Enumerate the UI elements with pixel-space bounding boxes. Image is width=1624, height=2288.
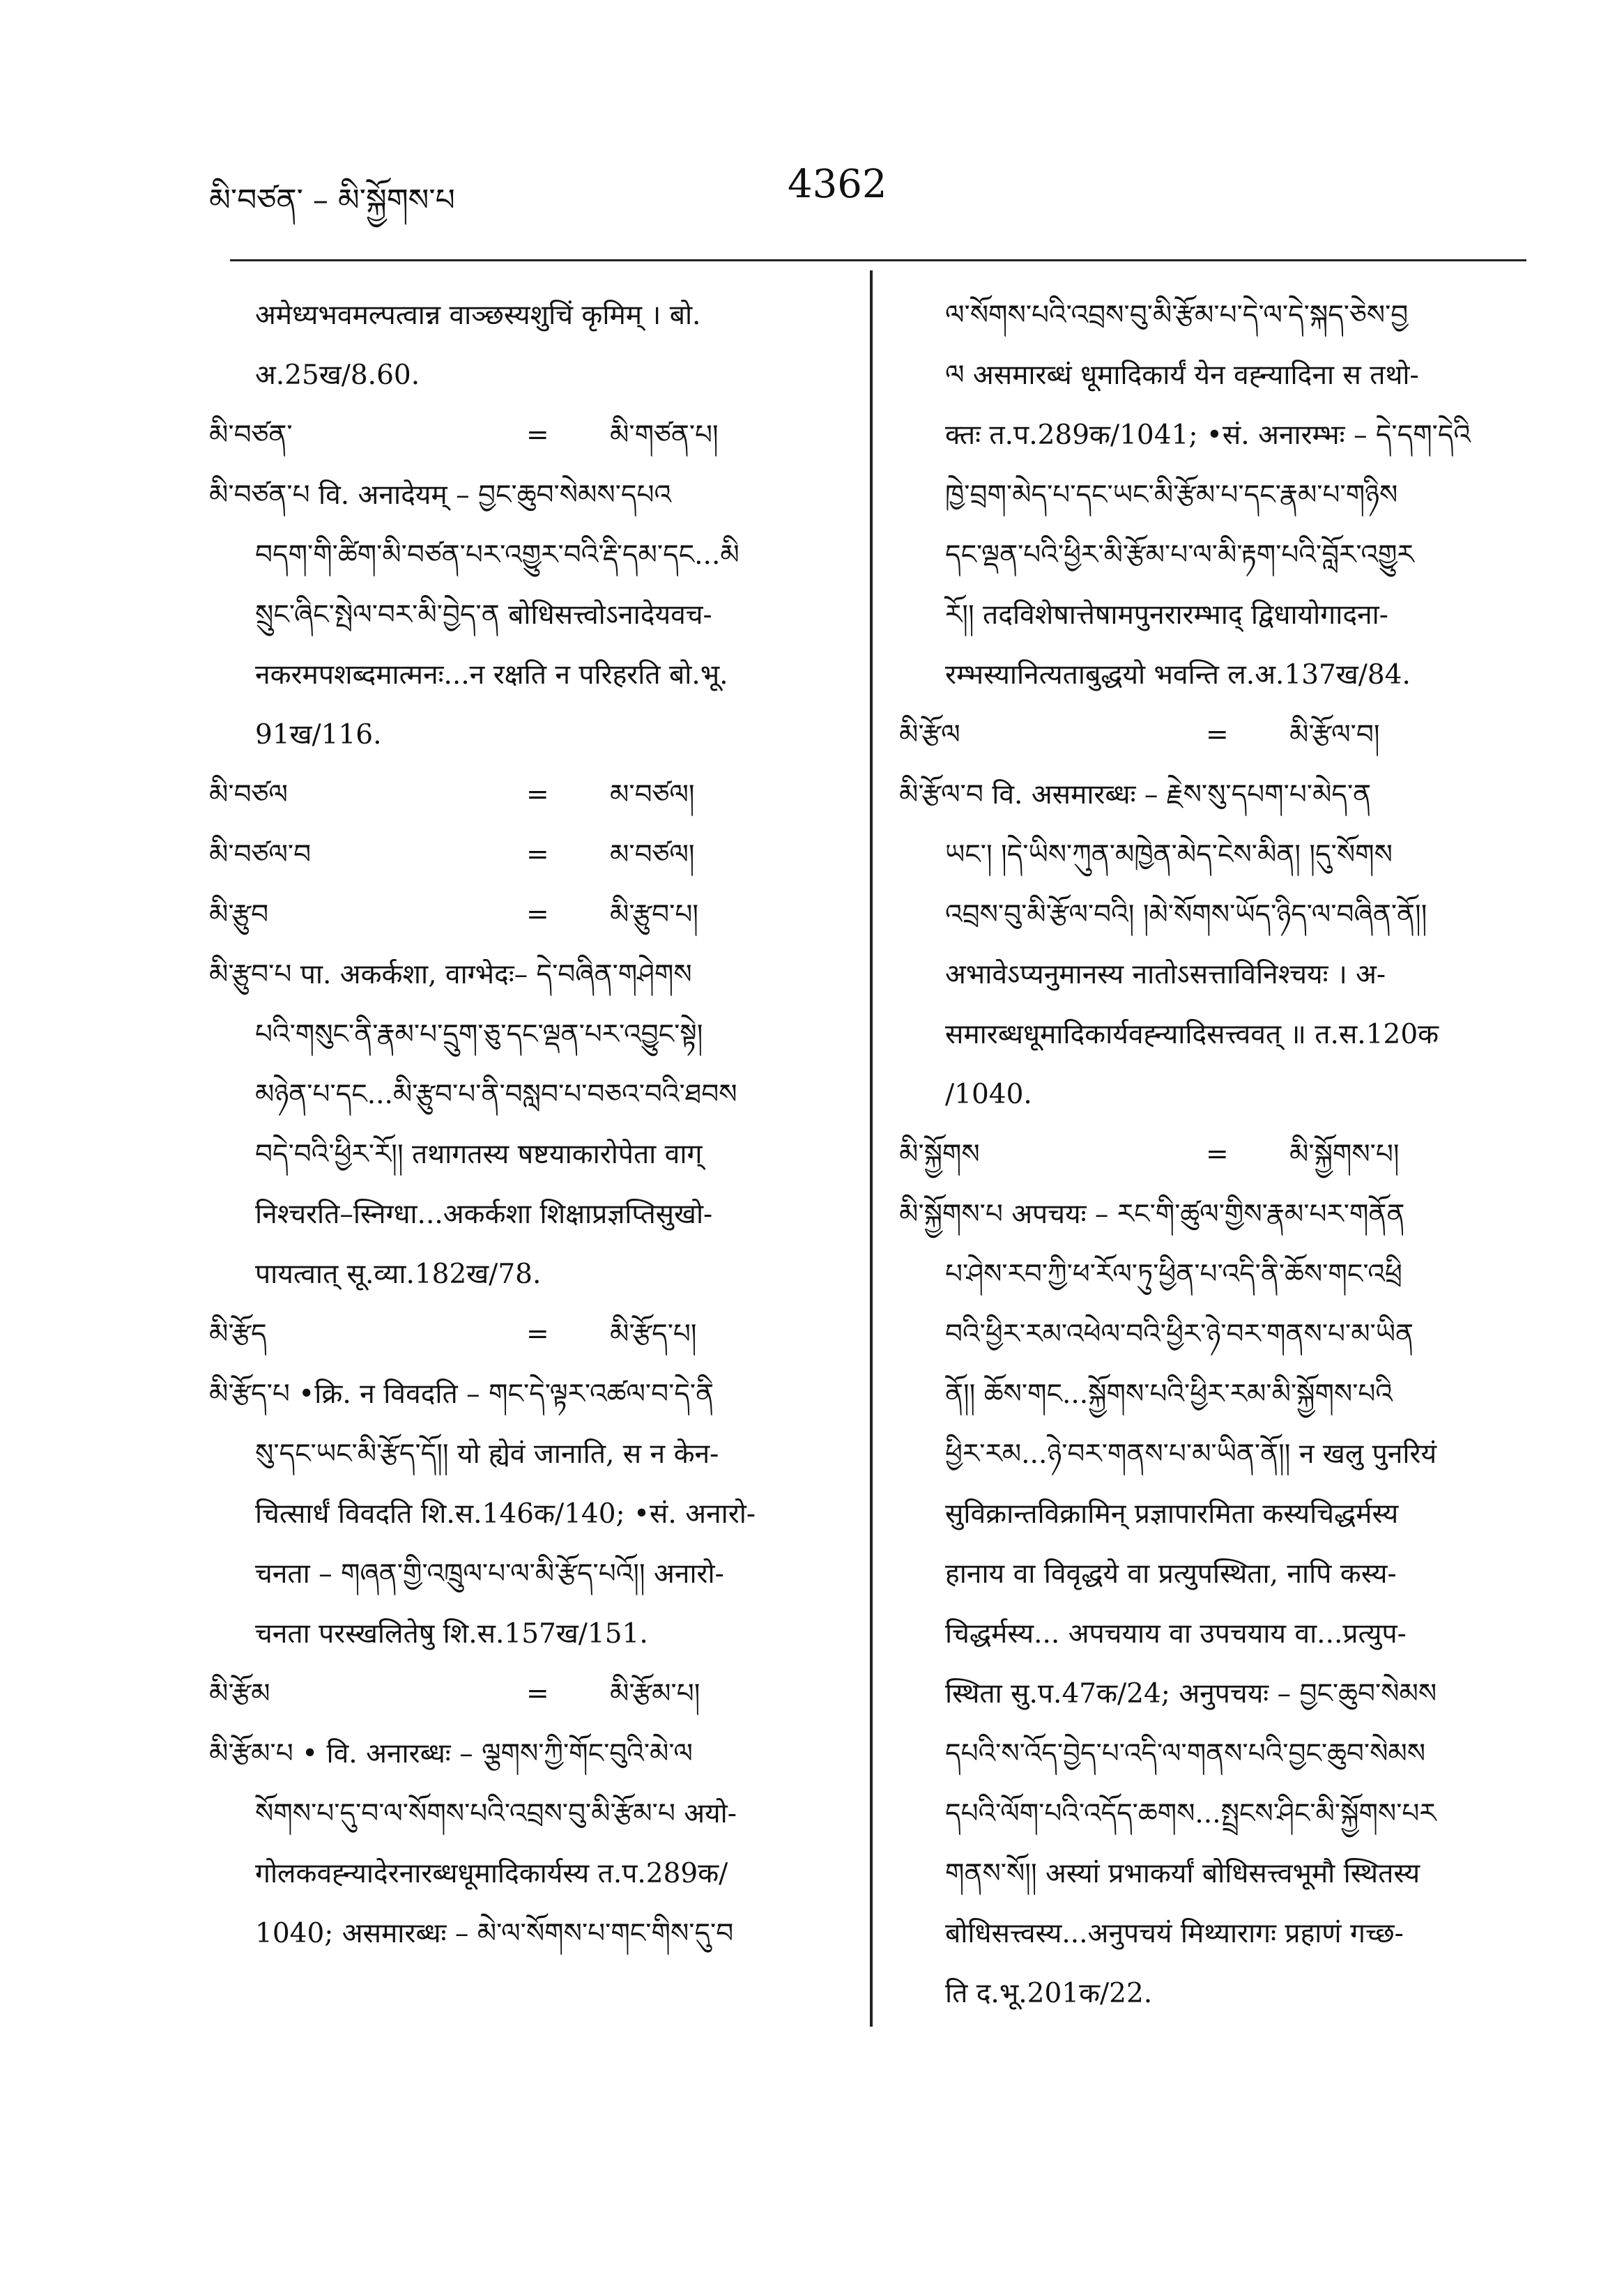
entry-continuation-line: गोलकवह्न्यादेरनारब्धधूमादिकार्यस्य त.प.289क/: [255, 1858, 728, 1889]
entry-continuation-line: क्तः त.प.289क/1041; •सं. अनारम्भः – དེ་དག་དེའི: [945, 420, 1471, 451]
entry-continuation-line: ལ་སོགས་པའི་འབྲས་བུ་མི་རྩོམ་པ་དེ་ལ་དེ་སྐད་ཅེས་བྱ: [945, 300, 1409, 331]
entry-continuation-line: ཕྱིར་རམ...ཉེ་བར་གནས་པ་མ་ཡིན་ནོ།། न खलु पुनरियं: [945, 1438, 1437, 1470]
entry-continuation-line: सुविक्रान्तविक्रामिन् प्रज्ञापारमिता कस्यचिद्धर्मस्य: [945, 1498, 1399, 1530]
cross-reference-entry: [209, 885, 843, 945]
entry-continuation-line: པ་ཤེས་རབ་ཀྱི་ཕ་རོལ་ཏུ་ཕྱིན་པ་འདི་ནི་ཆོས་གང་འཕྲི: [945, 1259, 1402, 1290]
entry-continuation-line: ཁྱེ་བྲག་མེད་པ་དང་ཡང་མི་རྩོམ་པ་དང་རྣམ་པ་གཉིས: [945, 479, 1398, 511]
xref-target: མ་བཙལ།: [610, 779, 695, 811]
cross-reference-entry: [209, 406, 843, 466]
entry-continuation-line: ཡང་། །དེ་ཡིས་ཀུན་མཁྱེན་མེད་ངེས་མིན། །དུ་སོགས: [945, 839, 1393, 870]
cross-reference-entry: [209, 1305, 843, 1365]
xref-headword: མི་སྐྱོགས: [899, 1139, 980, 1170]
entry-continuation-line: མཉེན་པ་དང...མི་རྩུབ་པ་ནི་བསླབ་པ་བཅའ་བའི་ཐབས: [255, 1079, 737, 1110]
entry-continuation-line: रम्भस्यानित्यताबुद्धयो भवन्ति ल.अ.137ख/84.: [945, 659, 1411, 691]
xref-headword: མི་བཙན་: [209, 420, 293, 451]
xref-equals-sign: =: [526, 839, 549, 870]
entry-continuation-line: ནོ།། ཆོས་གང...སྐྱོགས་པའི་ཕྱིར་རམ་མི་སྐྱོགས་པའི: [945, 1379, 1393, 1410]
xref-target: མི་རྩོད་པ།: [610, 1319, 697, 1350]
entry-continuation-line: निश्चरति–स्निग्धा...अकर्कशा शिक्षाप्रज्ञप्तिसुखो-: [255, 1199, 713, 1230]
running-head: མི་བཙན་ – མི་སྐྱོགས་པ: [209, 183, 455, 218]
column-divider: [870, 270, 873, 2027]
xref-headword: མི་རྩོལ: [899, 719, 960, 751]
entry-continuation-line: 91ख/116.: [255, 719, 382, 751]
entry-continuation-line: हानाय वा विवृद्धये वा प्रत्युपस्थिता, नापि कस्य-: [945, 1558, 1397, 1590]
xref-target: མི་སྐྱོགས་པ།: [1289, 1139, 1400, 1170]
entry-continuation-line: དཔའི་ས་འོད་བྱེད་པ་འདི་ལ་གནས་པའི་བྱང་ཆུབ་སེམས: [945, 1738, 1426, 1769]
entry-continuation-line: དང་ལྡན་པའི་ཕྱིར་མི་རྩོམ་པ་ལ་མི་རྟག་པའི་བློར་འགྱུར: [945, 539, 1414, 571]
cross-reference-entry: [899, 705, 1526, 765]
xref-target: མ་བཙལ།: [610, 839, 695, 870]
cross-reference-entry: [209, 825, 843, 885]
entry-continuation-line: བའི་ཕྱིར་རམ་འཕེལ་བའི་ཕྱིར་ཉེ་བར་གནས་པ་མ་ཡིན: [945, 1319, 1414, 1350]
entry-continuation-line: बोधिसत्त्वस्य...अनुपचयं मिथ्यारागः प्रहाणं गच्छ-: [945, 1918, 1404, 1949]
xref-target: མི་རྩུབ་པ།: [610, 899, 698, 930]
entry-continuation-line: དཔའི་ལོག་པའི་འདོད་ཆགས...སྤྲངས་ཤིང་མི་སྐྱོགས་པར: [945, 1798, 1437, 1829]
page-number: 4362: [788, 162, 887, 207]
entry-headword-line: མི་རྩུབ་པ पा. अकर्कशा, वाग्भेदः– དེ་བཞིན་གཤེགས: [209, 959, 692, 990]
xref-equals-sign: =: [1206, 719, 1229, 751]
xref-target: མི་གཙན་པ།: [610, 420, 719, 451]
entry-continuation-line: པའི་གསུང་ནི་རྣམ་པ་དྲུག་ཅུ་དང་ལྡན་པར་འབྱུང་སྟེ།: [255, 1019, 703, 1050]
entry-continuation-line: अमेध्यभवमल्पत्वान्न वाञ्छस्यशुचिं कृमिम् । बो.: [255, 300, 701, 331]
entry-continuation-line: བདེ་བའི་ཕྱིར་རོ།། तथागतस्य षष्टयाकारोपेता वाग्: [255, 1139, 703, 1170]
entry-continuation-line: चनता – གཞན་གྱི་འཁྲུལ་པ་ལ་མི་རྩོད་པའོ།། अनारो-: [255, 1558, 724, 1590]
entry-continuation-line: ལ असमारब्धं धूमादिकार्यं येन वह्न्यादिना स तथो-: [945, 360, 1419, 391]
right-column: [899, 286, 1526, 2024]
entry-continuation-line: རོ།། तदविशेषात्तेषामपुनरारम्भाद् द्विधायोगादना-: [945, 599, 1388, 631]
entry-continuation-line: चिद्धर्मस्य... अपचयाय वा उपचयाय वा...प्रत्युप-: [945, 1618, 1407, 1650]
entry-headword-line: མི་བཙན་པ वि. अनादेयम् – བྱང་ཆུབ་སེམས་དཔའ: [209, 479, 672, 511]
xref-headword: མི་རྩུབ: [209, 899, 269, 930]
xref-headword: མི་བཙལ: [209, 779, 288, 811]
xref-equals-sign: =: [526, 1678, 549, 1710]
entry-headword-line: མི་སྐྱོགས་པ अपचयः – རང་གི་ཚུལ་གྱིས་རྣམ་པར་གནོན: [899, 1199, 1405, 1230]
xref-headword: མི་བཙལ་བ: [209, 839, 312, 870]
entry-continuation-line: /1040.: [945, 1079, 1032, 1110]
entry-headword-line: མི་རྩོམ་པ • वि. अनारब्धः – ལྕགས་ཀྱི་གོང་བུའི་མེ་ལ: [209, 1738, 693, 1769]
cross-reference-entry: [209, 765, 843, 825]
xref-equals-sign: =: [1206, 1139, 1229, 1170]
entry-continuation-line: चित्सार्धं विवदति शि.स.146क/140; •सं. अनारो-: [255, 1498, 756, 1530]
xref-target: མི་རྩོལ་བ།: [1289, 719, 1380, 751]
left-column: [209, 286, 843, 1964]
entry-continuation-line: ति द.भू.201क/22.: [945, 1978, 1153, 2009]
xref-equals-sign: =: [526, 420, 549, 451]
header-rule: [230, 259, 1526, 261]
entry-continuation-line: स्थिता सु.प.47क/24; अनुपचयः – བྱང་ཆུབ་སེམས: [945, 1678, 1437, 1710]
entry-continuation-line: अ.25ख/8.60.: [255, 360, 420, 391]
entry-continuation-line: अभावेऽप्यनुमानस्य नातोऽसत्ताविनिश्चयः । अ-: [945, 959, 1386, 990]
xref-headword: མི་རྩོམ: [209, 1678, 270, 1710]
entry-continuation-line: སུ་དང་ཡང་མི་རྩོད་དོ།། यो ह्येवं जानाति, स न केन-: [255, 1438, 719, 1470]
entry-headword-line: མི་རྩོད་པ •क्रि. न विवदति – གང་དེ་ལྟར་འཚལ་བ་དེ་ནི: [209, 1379, 714, 1410]
xref-target: མི་རྩོམ་པ།: [610, 1678, 700, 1710]
entry-continuation-line: འབྲས་བུ་མི་རྩོལ་བའི། །མེ་སོགས་ཡོད་ཉིད་ལ་བཞིན་ནོ།།: [945, 899, 1427, 930]
entry-continuation-line: नकरमपशब्दमात्मनः...न रक्षति न परिहरति बो.भू.: [255, 659, 728, 691]
xref-equals-sign: =: [526, 1319, 549, 1350]
entry-continuation-line: སྲུང་ཞིང་སྤེལ་བར་མི་བྱེད་ན बोधिसत्त्वोऽनादेयवच-: [255, 599, 712, 631]
entry-continuation-line: བདག་གི་ཚིག་མི་བཙན་པར་འགྱུར་བའི་རྡི་དམ་དང...མི: [255, 539, 740, 571]
entry-continuation-line: སོགས་པ་དུ་བ་ལ་སོགས་པའི་འབྲས་བུ་མི་རྩོམ་པ अयो-: [255, 1798, 737, 1829]
entry-continuation-line: समारब्धधूमादिकार्यवह्न्यादिसत्त्ववत् ॥ त.स.120क: [945, 1019, 1439, 1050]
xref-equals-sign: =: [526, 899, 549, 930]
entry-continuation-line: पायत्वात् सू.व्या.182ख/78.: [255, 1259, 542, 1290]
entry-continuation-line: 1040; असमारब्धः – མེ་ལ་སོགས་པ་གང་གིས་དུ་བ: [255, 1918, 734, 1949]
entry-continuation-line: གནས་སོ།། अस्यां प्रभाकर्यां बोधिसत्त्वभूमौ स्थितस्य: [945, 1858, 1420, 1889]
cross-reference-entry: [899, 1125, 1526, 1185]
xref-headword: མི་རྩོད: [209, 1319, 267, 1350]
entry-headword-line: མི་རྩོལ་བ वि. असमारब्धः – རྗེས་སུ་དཔག་པ་མེད་ན: [899, 779, 1372, 811]
xref-equals-sign: =: [526, 779, 549, 811]
cross-reference-entry: [209, 1664, 843, 1724]
entry-continuation-line: चनता परस्खलितेषु शि.स.157ख/151.: [255, 1618, 648, 1650]
